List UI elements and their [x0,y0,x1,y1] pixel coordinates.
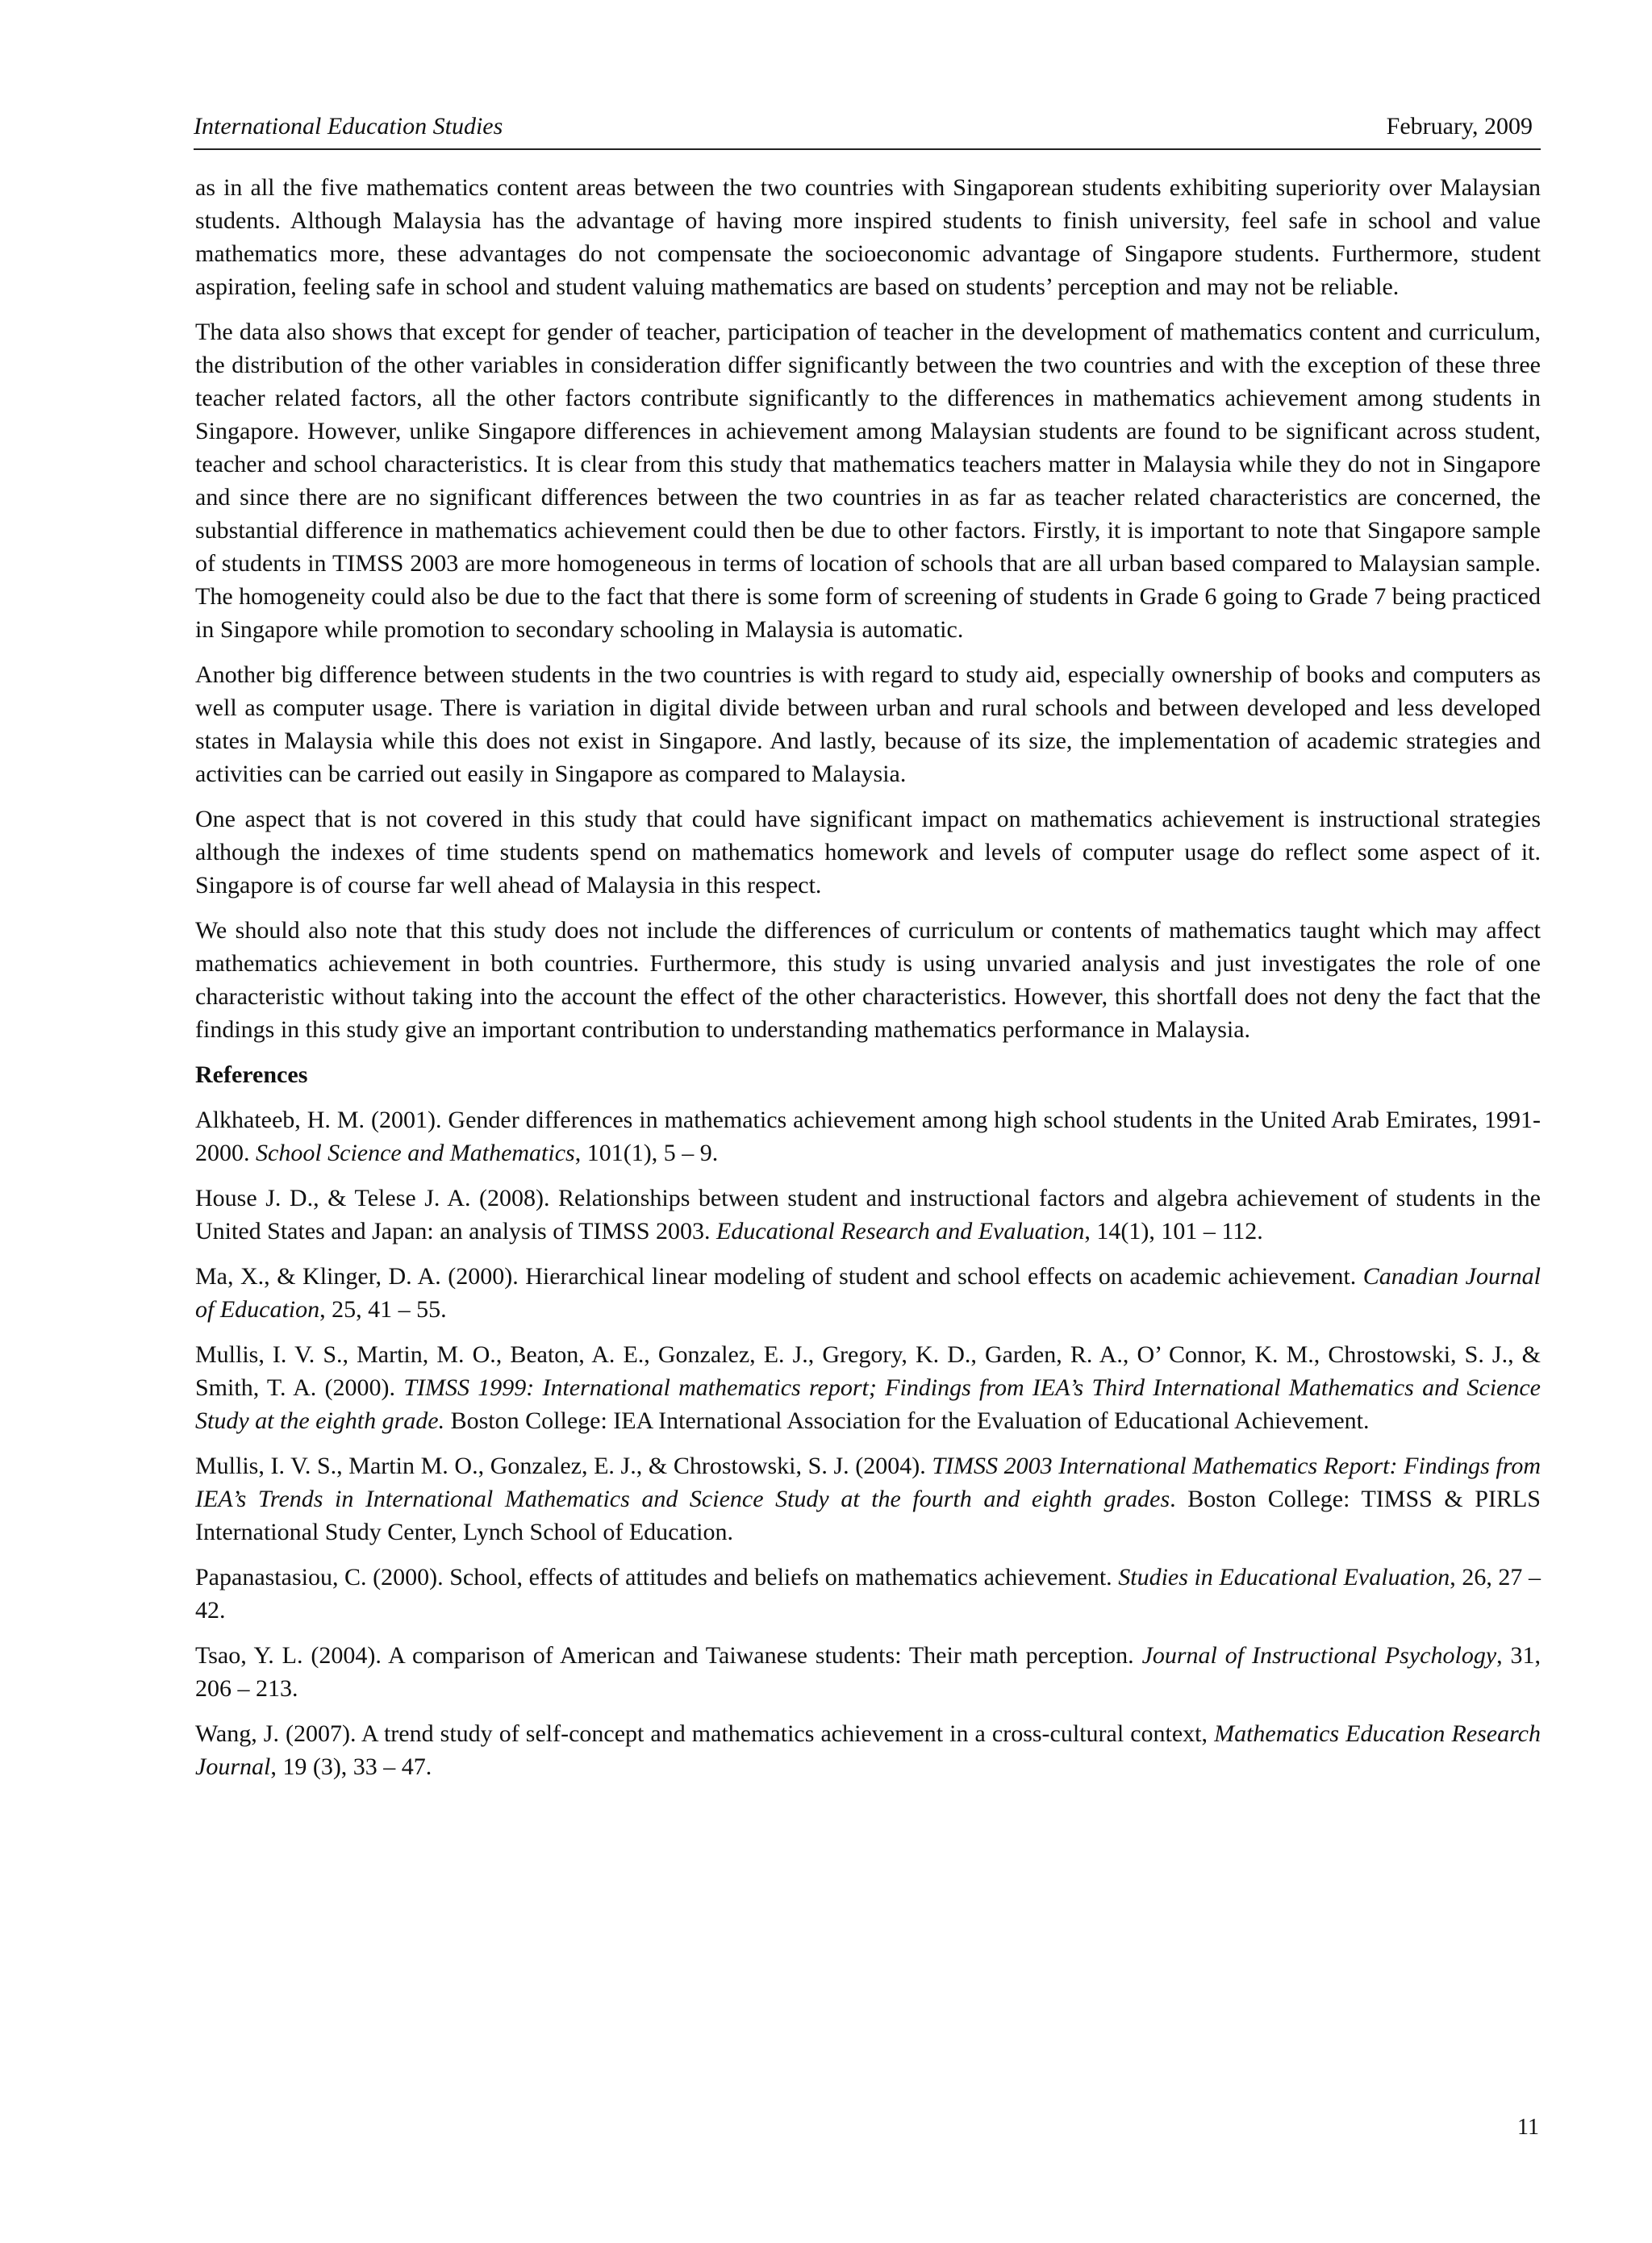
references-heading: References [195,1061,308,1088]
body-paragraph: as in all the five mathematics content areas between the two countries with Singaporean students exhibiting superiority over Malaysian students. Although Malaysia has the advantage of having more inspired students to finish university, feel safe in school and value mathematics more, these advantages do not compensate the socioeconomic advantage of Singapore students. Furthermore, student aspiration, feeling safe in school and student valuing mathematics are based on students’ perception and may not be reliable. [195,174,1541,300]
body-paragraph: The data also shows that except for gender of teacher, participation of teacher in the development of mathematics content and curriculum, the distribution of the other variables in consideration differ significantly between the two countries and with the exception of these three teacher related factors, all the other factors contribute significantly to the differences in mathematics achievement among students in Singapore. However, unlike Singapore differences in achievement among Malaysian students are found to be significant across student, teacher and school characteristics. It is clear from this study that mathematics teachers matter in Malaysia while they do not in Singapore and since there are no significant differences between the two countries in as far as teacher related characteristics are concerned, the substantial difference in mathematics achievement could then be due to other factors. Firstly, it is important to note that Singapore sample of students in TIMSS 2003 are more homogeneous in terms of location of schools that are all urban based compared to Malaysian sample. The homogeneity could also be due to the fact that there is some form of screening of students in Grade 6 going to Grade 7 being practiced in Singapore while promotion to secondary schooling in Malaysia is automatic. [195,319,1541,643]
article-body [195,171,1541,1795]
body-paragraph: One aspect that is not covered in this study that could have significant impact on mathematics achievement is instructional strategies although the indexes of time students spend on mathematics homework and levels of computer usage do reflect some aspect of it. Singapore is of course far well ahead of Malaysia in this respect. [195,806,1541,898]
reference-item: Wang, J. (2007). A trend study of self-concept and mathematics achievement in a cross-cultural context, Mathematics Education Research Journal, 19 (3), 33 – 47. [195,1720,1541,1780]
reference-item: Tsao, Y. L. (2004). A comparison of American and Taiwanese students: Their math perception. Journal of Instructional Psychology, 31, 206 – 213. [195,1642,1541,1702]
running-header [194,113,1541,150]
reference-item: House J. D., & Telese J. A. (2008). Relationships between student and instructional factors and algebra achievement of students in the United States and Japan: an analysis of TIMSS 2003. Educational Research and Evaluation, 14(1), 101 – 112. [195,1185,1541,1244]
body-paragraph: We should also note that this study does not include the differences of curriculum or contents of mathematics taught which may affect mathematics achievement in both countries. Furthermore, this study is using unvaried analysis and just investigates the role of one characteristic without taking into the account the effect of the other characteristics. However, this shortfall does not deny the fact that the findings in this study give an important contribution to understanding mathematics performance in Malaysia. [195,917,1541,1043]
body-paragraph: Another big difference between students in the two countries is with regard to study aid, especially ownership of books and computers as well as computer usage. There is variation in digital divide between urban and rural schools and between developed and less developed states in Malaysia while this does not exist in Singapore. And lastly, because of its size, the implementation of academic strategies and activities can be carried out easily in Singapore as compared to Malaysia. [195,661,1541,787]
reference-item: Ma, X., & Klinger, D. A. (2000). Hierarchical linear modeling of student and school effects on academic achievement. Canadian Journal of Education, 25, 41 – 55. [195,1263,1541,1323]
reference-item: Mullis, I. V. S., Martin M. O., Gonzalez, E. J., & Chrostowski, S. J. (2004). TIMSS 2003 International Mathematics Report: Findings from IEA’s Trends in International Mathematics and Science Study at the fourth and eighth grades. Boston College: TIMSS & PIRLS International Study Center, Lynch School of Education. [195,1453,1541,1545]
reference-item: Papanastasiou, C. (2000). School, effects of attitudes and beliefs on mathematics achievement. Studies in Educational Evaluation, 26, 27 – 42. [195,1564,1541,1624]
issue-date: February, 2009 [1386,113,1533,140]
page-number: 11 [1517,2115,1539,2140]
journal-title: International Education Studies [194,113,503,140]
reference-item: Alkhateeb, H. M. (2001). Gender differences in mathematics achievement among high school students in the United Arab Emirates, 1991-2000. School Science and Mathematics, 101(1), 5 – 9. [195,1107,1541,1166]
reference-item: Mullis, I. V. S., Martin, M. O., Beaton, A. E., Gonzalez, E. J., Gregory, K. D., Garden, R. A., O’ Connor, K. M., Chrostowski, S. J., & Smith, T. A. (2000). TIMSS 1999: International mathematics report; Findings from IEA’s Third International Mathematics and Science Study at the eighth grade. Boston College: IEA International Association for the Evaluation of Educational Achievement. [195,1341,1541,1434]
